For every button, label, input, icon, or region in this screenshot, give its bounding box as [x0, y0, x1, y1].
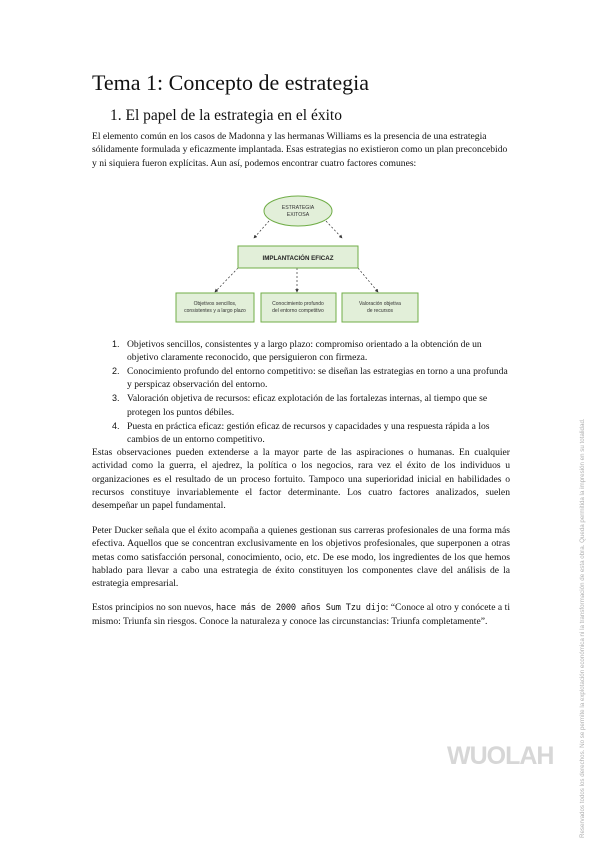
knowledge-line1: Conocimiento profundo — [272, 301, 324, 307]
body-paragraph-sun-tzu — [92, 601, 510, 629]
strategy-diagram — [170, 193, 425, 328]
knowledge-line2: del entorno competitivo — [272, 308, 324, 314]
successful-strategy-node — [264, 196, 332, 226]
list-item — [112, 420, 510, 447]
sun-tzu-intro: Estos principios no son nuevos, — [92, 602, 217, 613]
list-text: Objetivos sencillos, consistentes y a largo plazo: compromiso orientado a la obtención de un objetivo claramente reconocido, que persiguieron con firmeza. — [127, 339, 482, 364]
list-number: 3. — [112, 393, 120, 404]
sun-tzu-quote: : “Conoce al otro y conócete a ti mismo: Triunfa sin riesgos. Conoce la naturaleza y conoce las circunstancias: Triunfa completamente”. — [92, 602, 510, 628]
objectives-line2: consistentes y a largo plazo — [184, 308, 246, 314]
objectives-line1: Objetivos sencillos, — [193, 301, 237, 307]
list-text: Conocimiento profundo del entorno competitivo: se diseñan las estrategias en torno a una profunda y perspicaz observación del entorno. — [127, 366, 508, 391]
page-title: Tema 1: Concepto de estrategia — [92, 70, 370, 95]
resources-line2: de recursos — [366, 308, 394, 314]
top-node-line2: EXITOSA — [286, 212, 310, 218]
list-number: 4. — [112, 420, 120, 431]
connector-right — [358, 268, 378, 292]
implementation-label: IMPLANTACIÓN EFICAZ — [262, 255, 334, 262]
connector-top-right — [326, 221, 342, 238]
connector-top-left — [254, 221, 269, 238]
wuolah-logo: WUOLAH — [447, 742, 554, 770]
connector-left — [215, 268, 238, 292]
factors-list — [112, 338, 510, 447]
sun-tzu-attribution: hace más de 2000 años Sum Tzu dijo — [216, 603, 386, 613]
copyright-notice: Reservados todos los derechos. No se permite la explotación económica ni la transformación de esta obra. Queda permitida la impresión en su totalidad. — [579, 418, 586, 838]
body-paragraph-aspirations: Estas observaciones pueden extenderse a la mayor parte de las aspiraciones o humanas. En cualquier actividad como la guerra, el ajedrez, la política o los negocios, rara vez el éxito de los individuos u organizaciones es el resultado de un proceso fortuito. Tampoco una superioridad inicial en habilidades o recursos constituye invariablemente el factor determinante. Los cuatro factores analizados, suelen desempeñar un papel fundamental. — [92, 447, 510, 512]
list-text: Puesta en práctica eficaz: gestión eficaz de recursos y capacidades y una respuesta rápida a los cambios de un entorno competitivo. — [127, 420, 490, 445]
section-heading: 1. El papel de la estrategia en el éxito — [110, 107, 342, 124]
intro-paragraph: El elemento común en los casos de Madonna y las hermanas Williams es la presencia de una estrategia sólidamente formulada y eficazmente implantada. Esas estrategias no existieron como un plan preconcebido y ni siquiera fueron explícitas. Aun así, podemos encontrar cuatro factores comunes: — [92, 131, 508, 169]
top-node-line1: ESTRATEGIA — [281, 205, 315, 211]
list-number: 1. — [112, 339, 120, 349]
body-paragraph-drucker: Peter Ducker señala que el éxito acompaña a quienes gestionan sus carreras profesionales de una forma más efectiva. Aquellos que se concentran exclusivamente en los objetivos profesionales, que superponen a otras metas como satisfacción personal, conocimiento, ocio, etc. De ese modo, los ingredientes de los que hemos hablado para llevar a cabo una estrategia de éxito constituyen los componentes clave del análisis de la estrategia empresarial. — [92, 525, 510, 590]
list-item — [112, 392, 510, 419]
list-number: 2. — [112, 366, 120, 377]
resources-line1: Valoración objetiva — [359, 301, 401, 307]
list-text: Valoración objetiva de recursos: eficaz explotación de las fortalezas internas, al tiempo que se protegen los puntos débiles. — [127, 393, 488, 418]
list-item — [112, 365, 510, 392]
list-item — [112, 338, 510, 365]
